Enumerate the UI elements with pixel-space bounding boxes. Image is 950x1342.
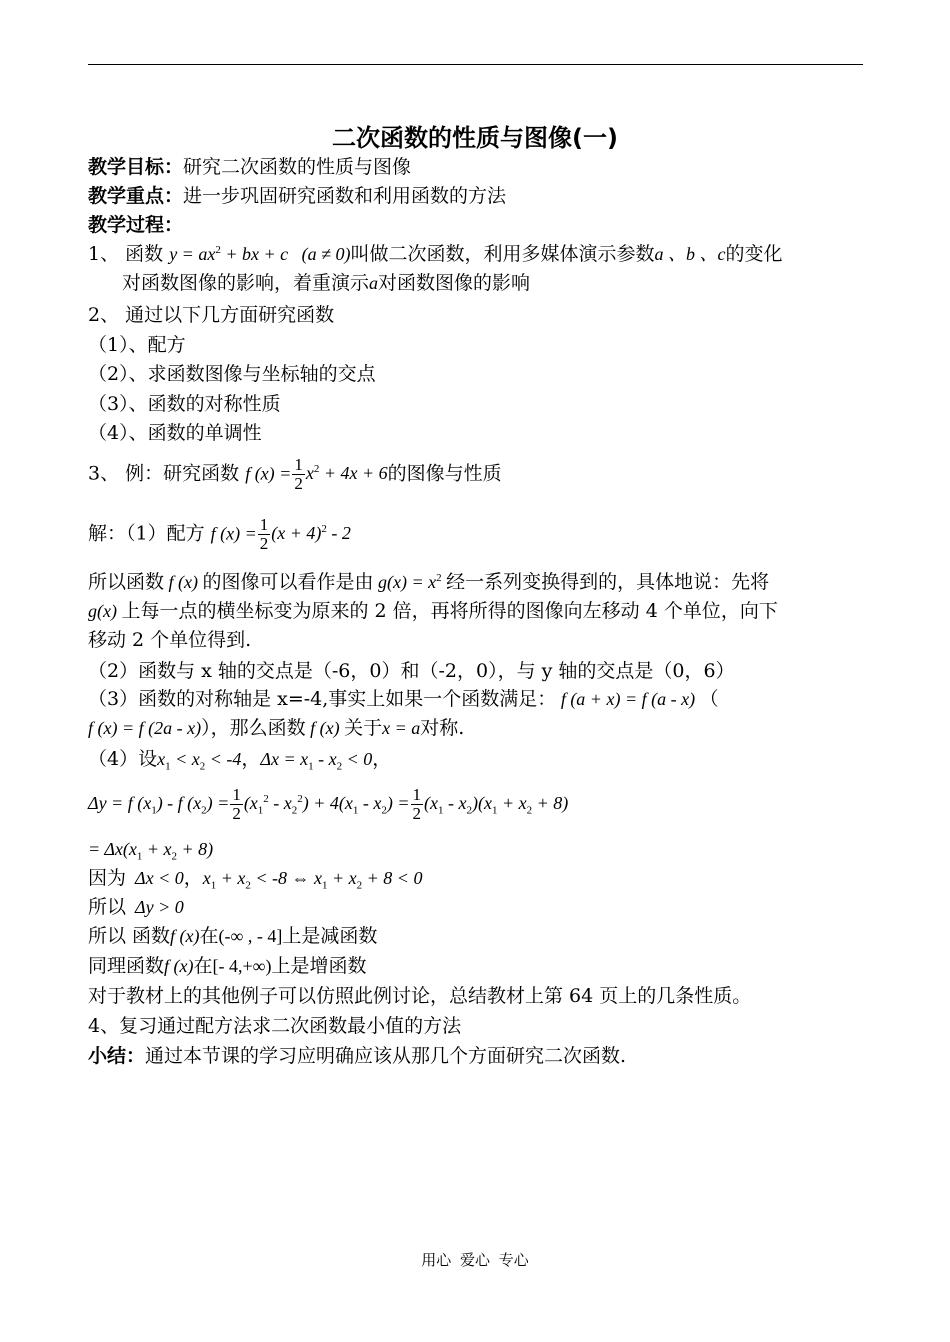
objective-text: 研究二次函数的性质与图像 (183, 156, 412, 178)
sub-item-2: （2）、求函数图像与坐标轴的交点 (88, 363, 376, 385)
item-1-line-1: 1、 函数 $y = ax^2$ + bx + c (a ≠ 0)叫做二次函数，利用多媒体演示参数a 、b 、c的变化 (88, 243, 783, 265)
page-title: 二次函数的性质与图像(一) (332, 124, 618, 152)
header-rule (88, 64, 863, 65)
textbook-note: 对于教材上的其他例子可以仿照此例讨论，总结教材上第 64 页上的几条性质。 (88, 985, 752, 1007)
page-footer: 用心 爱心 专心 (421, 1251, 529, 1269)
process-label: 教学过程： (88, 214, 184, 236)
item-2: 2、 通过以下几方面研究函数 (88, 304, 335, 326)
summary-line (88, 1047, 626, 1066)
sub-item-1: （1）、配方 (88, 334, 186, 356)
item-1-line-2: 对函数图像的影响，着重演示a对函数图像的影响 (122, 272, 531, 294)
increasing-line: 同理函数f (x)在[- 4,+∞)上是增函数 (88, 955, 367, 977)
summary-label: 小结： (88, 1045, 146, 1067)
example-function: f (x) = (245, 463, 292, 484)
item-3-example: 3、 例：研究函数 f (x) = $\frac{1}{2}$ $x^2 + 4x + 6$的图像与性质 (88, 455, 502, 493)
completed-square: f (x) = (210, 523, 257, 544)
paragraph-1-line-2: g(x) 上每一点的横坐标变为原来的 2 倍，再将所得的图像向左移动 4 个单位，向下 (88, 600, 778, 622)
delta-y-equation: Δy = f $(x_1)$ - f $(x_2)$ = $\frac{1}{2}$ $(x_1^2 - x_2^2) + 4(x_1 - x_2)$ = $\frac{1}{2}$ $(x_1 - x_2)(x_1 + x_2 + 8)$ (88, 785, 569, 823)
therefore-line-1: 所以 Δy > 0 (88, 896, 184, 918)
decreasing-line: 所以 函数f (x)在(-∞ , - 4]上是减函数 (88, 925, 378, 947)
focus-label: 教学重点： (88, 185, 184, 207)
part-3-line-1: （3）函数的对称轴是 x=-4,事实上如果一个函数满足： f (a + x) = f (a - x) （ (88, 688, 719, 710)
quadratic-formula: $y = ax^2$ + bx + c (a ≠ 0) (169, 244, 351, 264)
solution-step-1: 解：（1）配方 f (x) = $\frac{1}{2}$ $(x + 4)^2 - 2$ (88, 515, 351, 553)
objective-label: 教学目标： (88, 156, 184, 178)
item-4: 4、复习通过配方法求二次函数最小值的方法 (88, 1015, 462, 1037)
part-2-intersections: （2）函数与 x 轴的交点是（-6，0）和（-2，0），与 y 轴的交点是（0，6） (88, 660, 735, 682)
focus-line (88, 187, 506, 206)
paragraph-1-line-3: 移动 2 个单位得到. (88, 629, 252, 651)
sub-item-3: （3）、函数的对称性质 (88, 393, 281, 415)
part-4-setup: （4）设$x_1 < x_2 < -4$，$\Delta x = x_1 - x_2 < 0$， (88, 748, 392, 773)
objective-line (88, 158, 411, 177)
delta-y-result: = $\Delta x(x_1 + x_2 + 8)$ (88, 839, 214, 863)
because-line: 因为 Δx < 0，$x_1 + x_2 < -8$ ⇔ $x_1 + x_2 + 8 < 0$ (88, 867, 423, 892)
summary-text: 通过本节课的学习应明确应该从那几个方面研究二次函数. (145, 1045, 627, 1067)
paragraph-1-line-1: 所以函数 f (x) 的图像可以看作是由 $g(x) = x^2$ 经一系列变换得到的，具体地说：先将 (88, 571, 770, 593)
focus-text: 进一步巩固研究函数和利用函数的方法 (183, 185, 507, 207)
part-3-line-2: f (x) = f (2a - x)），那么函数 f (x) 关于x = a对称. (88, 717, 465, 739)
sub-item-4: （4）、函数的单调性 (88, 422, 262, 444)
